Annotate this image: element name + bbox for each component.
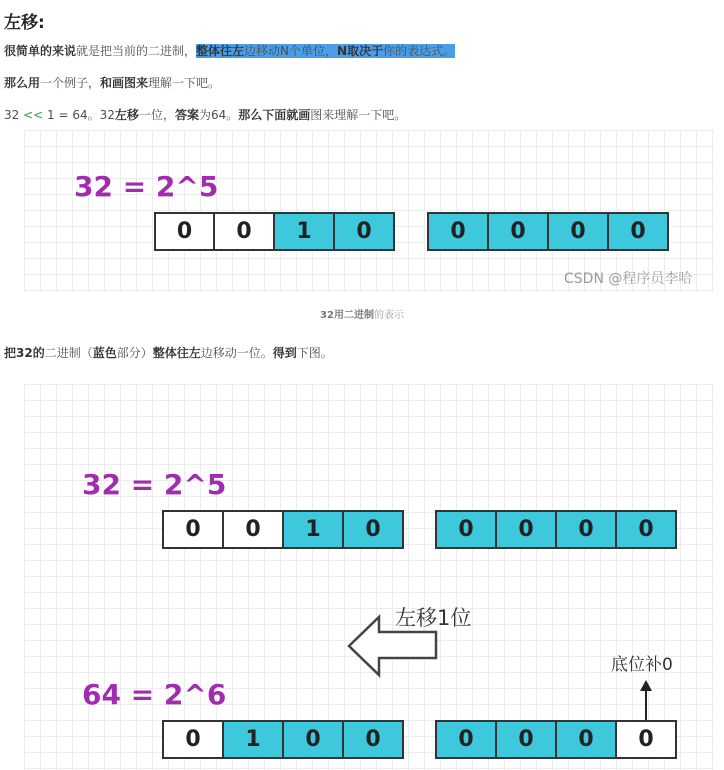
example-text-1: 一个例子， [40, 76, 101, 90]
bit-cell: 0 [162, 510, 224, 549]
equation-32: 32 = 2^5 [74, 170, 219, 203]
example-bold-1: 那么用 [4, 76, 41, 90]
intro-paragraph [4, 42, 455, 59]
bit-cell: 0 [222, 510, 284, 549]
bit-cell: 1 [222, 720, 284, 759]
move-bold-2: 蓝色 [92, 346, 117, 360]
shift-text-2: 1 = 64。32 [47, 108, 115, 122]
figure-shift-left [24, 384, 714, 770]
intro-bold-2: 整体往左 [196, 44, 245, 58]
equation-64: 64 = 2^6 [82, 678, 227, 711]
bit-cell: 0 [607, 212, 669, 251]
intro-bold-1: 很简单的来说 [4, 44, 77, 58]
caption-text: 的表示 [373, 310, 404, 321]
bit-cell: 0 [555, 510, 617, 549]
example-paragraph [4, 74, 220, 91]
move-text-4: 下图。 [296, 346, 333, 360]
bit-cell: 0 [547, 212, 609, 251]
figure-binary-32 [24, 130, 714, 292]
shift-bold-2: 答案 [174, 108, 199, 122]
shift-text-1: 32 [4, 108, 20, 122]
intro-bold-3: N取决于 [337, 44, 384, 58]
example-bold-2: 和画图来 [100, 76, 149, 90]
bit-cell: 0 [342, 510, 404, 549]
fill-zero-label: 底位补0 [611, 655, 673, 675]
section-title: 左移: [4, 13, 45, 33]
move-text-3: 边移动一位。 [200, 346, 273, 360]
intro-text-2: 边移动N个单位， [244, 44, 338, 58]
csdn-watermark: CSDN @程序员李哈 [564, 271, 693, 287]
equation-32-top: 32 = 2^5 [82, 468, 227, 501]
arrow-label: 左移1位 [395, 606, 472, 630]
bit-cell: 0 [333, 212, 395, 251]
intro-text-3: 你的表达式。 [383, 44, 456, 58]
bit-cell: 0 [555, 720, 617, 759]
figure-caption [0, 306, 724, 321]
bit-cell: 0 [213, 212, 275, 251]
up-arrow-icon [637, 678, 655, 724]
bit-cell: 0 [435, 510, 497, 549]
bit-cell: 0 [615, 720, 677, 759]
bit-cell: 0 [435, 720, 497, 759]
move-text-1: 二进制（ [44, 346, 93, 360]
shift-text-3: 一位， [138, 108, 175, 122]
bit-cell: 0 [615, 510, 677, 549]
bit-cell: 0 [282, 720, 344, 759]
bit-cell: 0 [495, 720, 557, 759]
shift-text-5: 图来理解一下吧。 [310, 108, 407, 122]
move-paragraph [4, 344, 333, 361]
intro-text-1: 就是把当前的二进制， [76, 44, 197, 58]
bit-cell: 0 [162, 720, 224, 759]
example-text-2: 理解一下吧。 [148, 76, 221, 90]
move-text-2: 部分） [116, 346, 153, 360]
bit-cell: 1 [273, 212, 335, 251]
bit-cell: 0 [487, 212, 549, 251]
shift-text-4: 为64。 [198, 108, 239, 122]
move-bold-4: 得到 [272, 346, 297, 360]
shift-paragraph [4, 106, 406, 123]
shift-bold-3: 那么下面就画 [238, 108, 311, 122]
bit-cell: 0 [495, 510, 557, 549]
caption-bold: 32用二进制 [320, 310, 374, 321]
bit-cell: 1 [282, 510, 344, 549]
shift-operator: << [23, 108, 44, 122]
selection-highlight [196, 44, 455, 58]
move-bold-3: 整体往左 [152, 346, 201, 360]
bit-cell: 0 [342, 720, 404, 759]
shift-bold-1: 左移 [114, 108, 139, 122]
bit-cell: 0 [427, 212, 489, 251]
bit-cell: 0 [154, 212, 215, 251]
move-bold-1: 把32的 [4, 346, 45, 360]
